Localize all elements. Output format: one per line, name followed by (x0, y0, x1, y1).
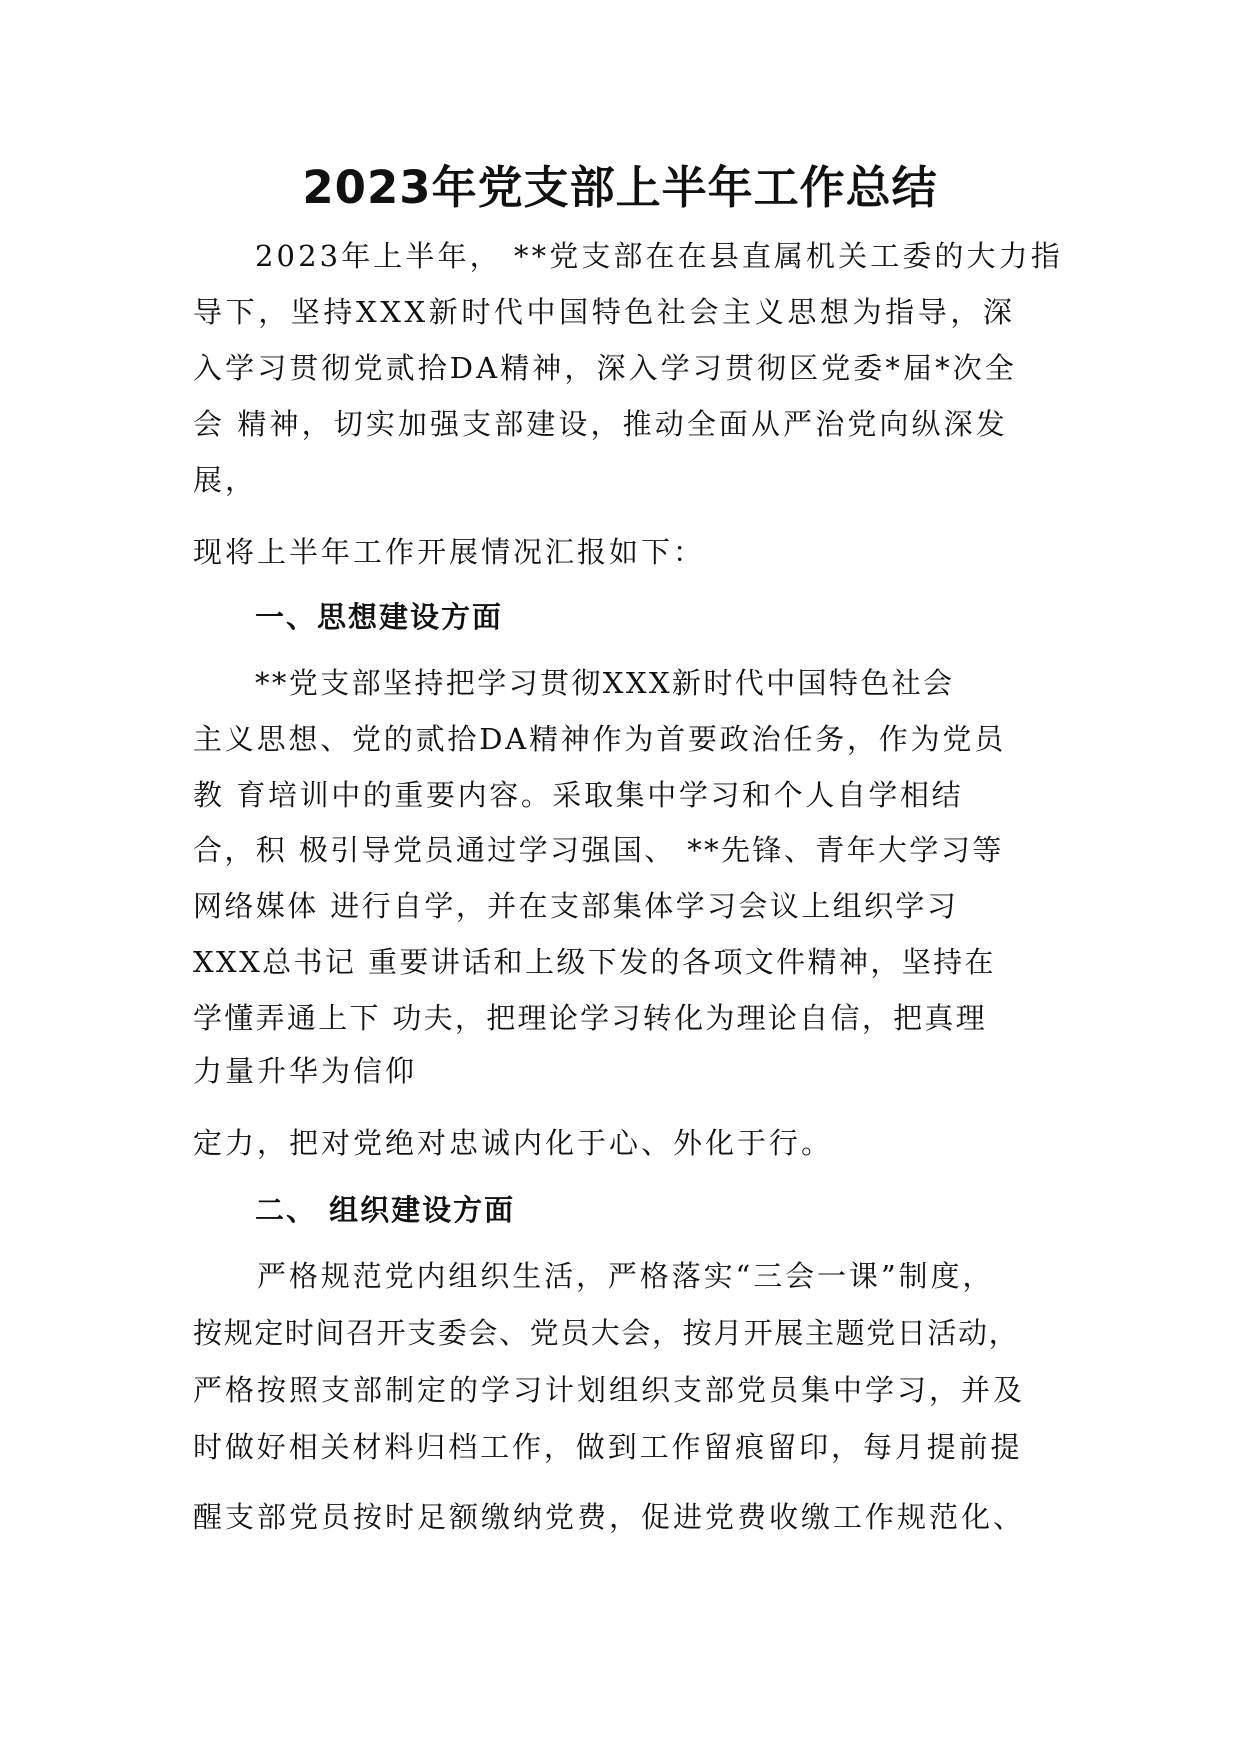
intro-line-3: 入学习贯彻党贰拾DA精神，深入学习贯彻区党委*届*次全 (193, 351, 1017, 385)
section-2-line-2: 按规定时间召开支委会、党员大会，按月开展主题党日活动， (193, 1316, 1020, 1350)
section-2-line-5: 醒支部党员按时足额缴纳党费，促进党费收缴工作规范化、 (193, 1500, 1026, 1534)
section-2-line-1: 严格规范党内组织生活，严格落实“三会一课”制度， (257, 1259, 995, 1293)
report-intro-line: 现将上半年工作开展情况汇报如下： (193, 535, 706, 569)
intro-line-1: 2023年上半年， **党支部在在县直属机关工委的大力指 (255, 239, 1063, 273)
section-2-line-4: 时做好相关材料归档工作，做到工作留痕留印，每月提前提 (193, 1430, 1023, 1464)
intro-line-5: 展， (193, 463, 258, 497)
section-1-line-9: 定力，把对党绝对忠诚内化于心、外化于行。 (193, 1126, 834, 1160)
intro-line-4: 会 精神，切实加强支部建设，推动全面从严治党向纵深发 (193, 407, 1008, 441)
section-1-line-7: 学懂弄通上下 功夫，把理论学习转化为理论自信，把真理 (193, 1001, 988, 1035)
section-1-line-2: 主义思想、党的贰拾DA精神作为首要政治任务，作为党员 (193, 722, 1006, 756)
intro-line-2: 导下，坚持XXX新时代中国特色社会主义思想为指导，深 (193, 295, 1016, 329)
section-1-line-6: XXX总书记 重要讲话和上级下发的各项文件精神，坚持在 (193, 945, 996, 979)
section-1-line-8: 力量升华为信仰 (193, 1054, 418, 1088)
section-2-heading: 二、 组织建设方面 (255, 1193, 516, 1227)
section-1-heading: 一、思想建设方面 (255, 600, 504, 634)
document-title: 2023年党支部上半年工作总结 (302, 161, 938, 214)
section-1-line-5: 网络媒体 进行自学，并在支部集体学习会议上组织学习 (193, 889, 959, 923)
section-1-line-4: 合，积 极引导党员通过学习强国、 **先锋、青年大学习等 (193, 833, 1004, 867)
section-1-line-3: 教 育培训中的重要内容。采取集中学习和个人自学相结 (193, 778, 964, 812)
section-1-line-1: **党支部坚持把学习贯彻XXX新时代中国特色社会 (255, 666, 955, 700)
section-2-line-3: 严格按照支部制定的学习计划组织支部党员集中学习，并及 (193, 1373, 1026, 1407)
